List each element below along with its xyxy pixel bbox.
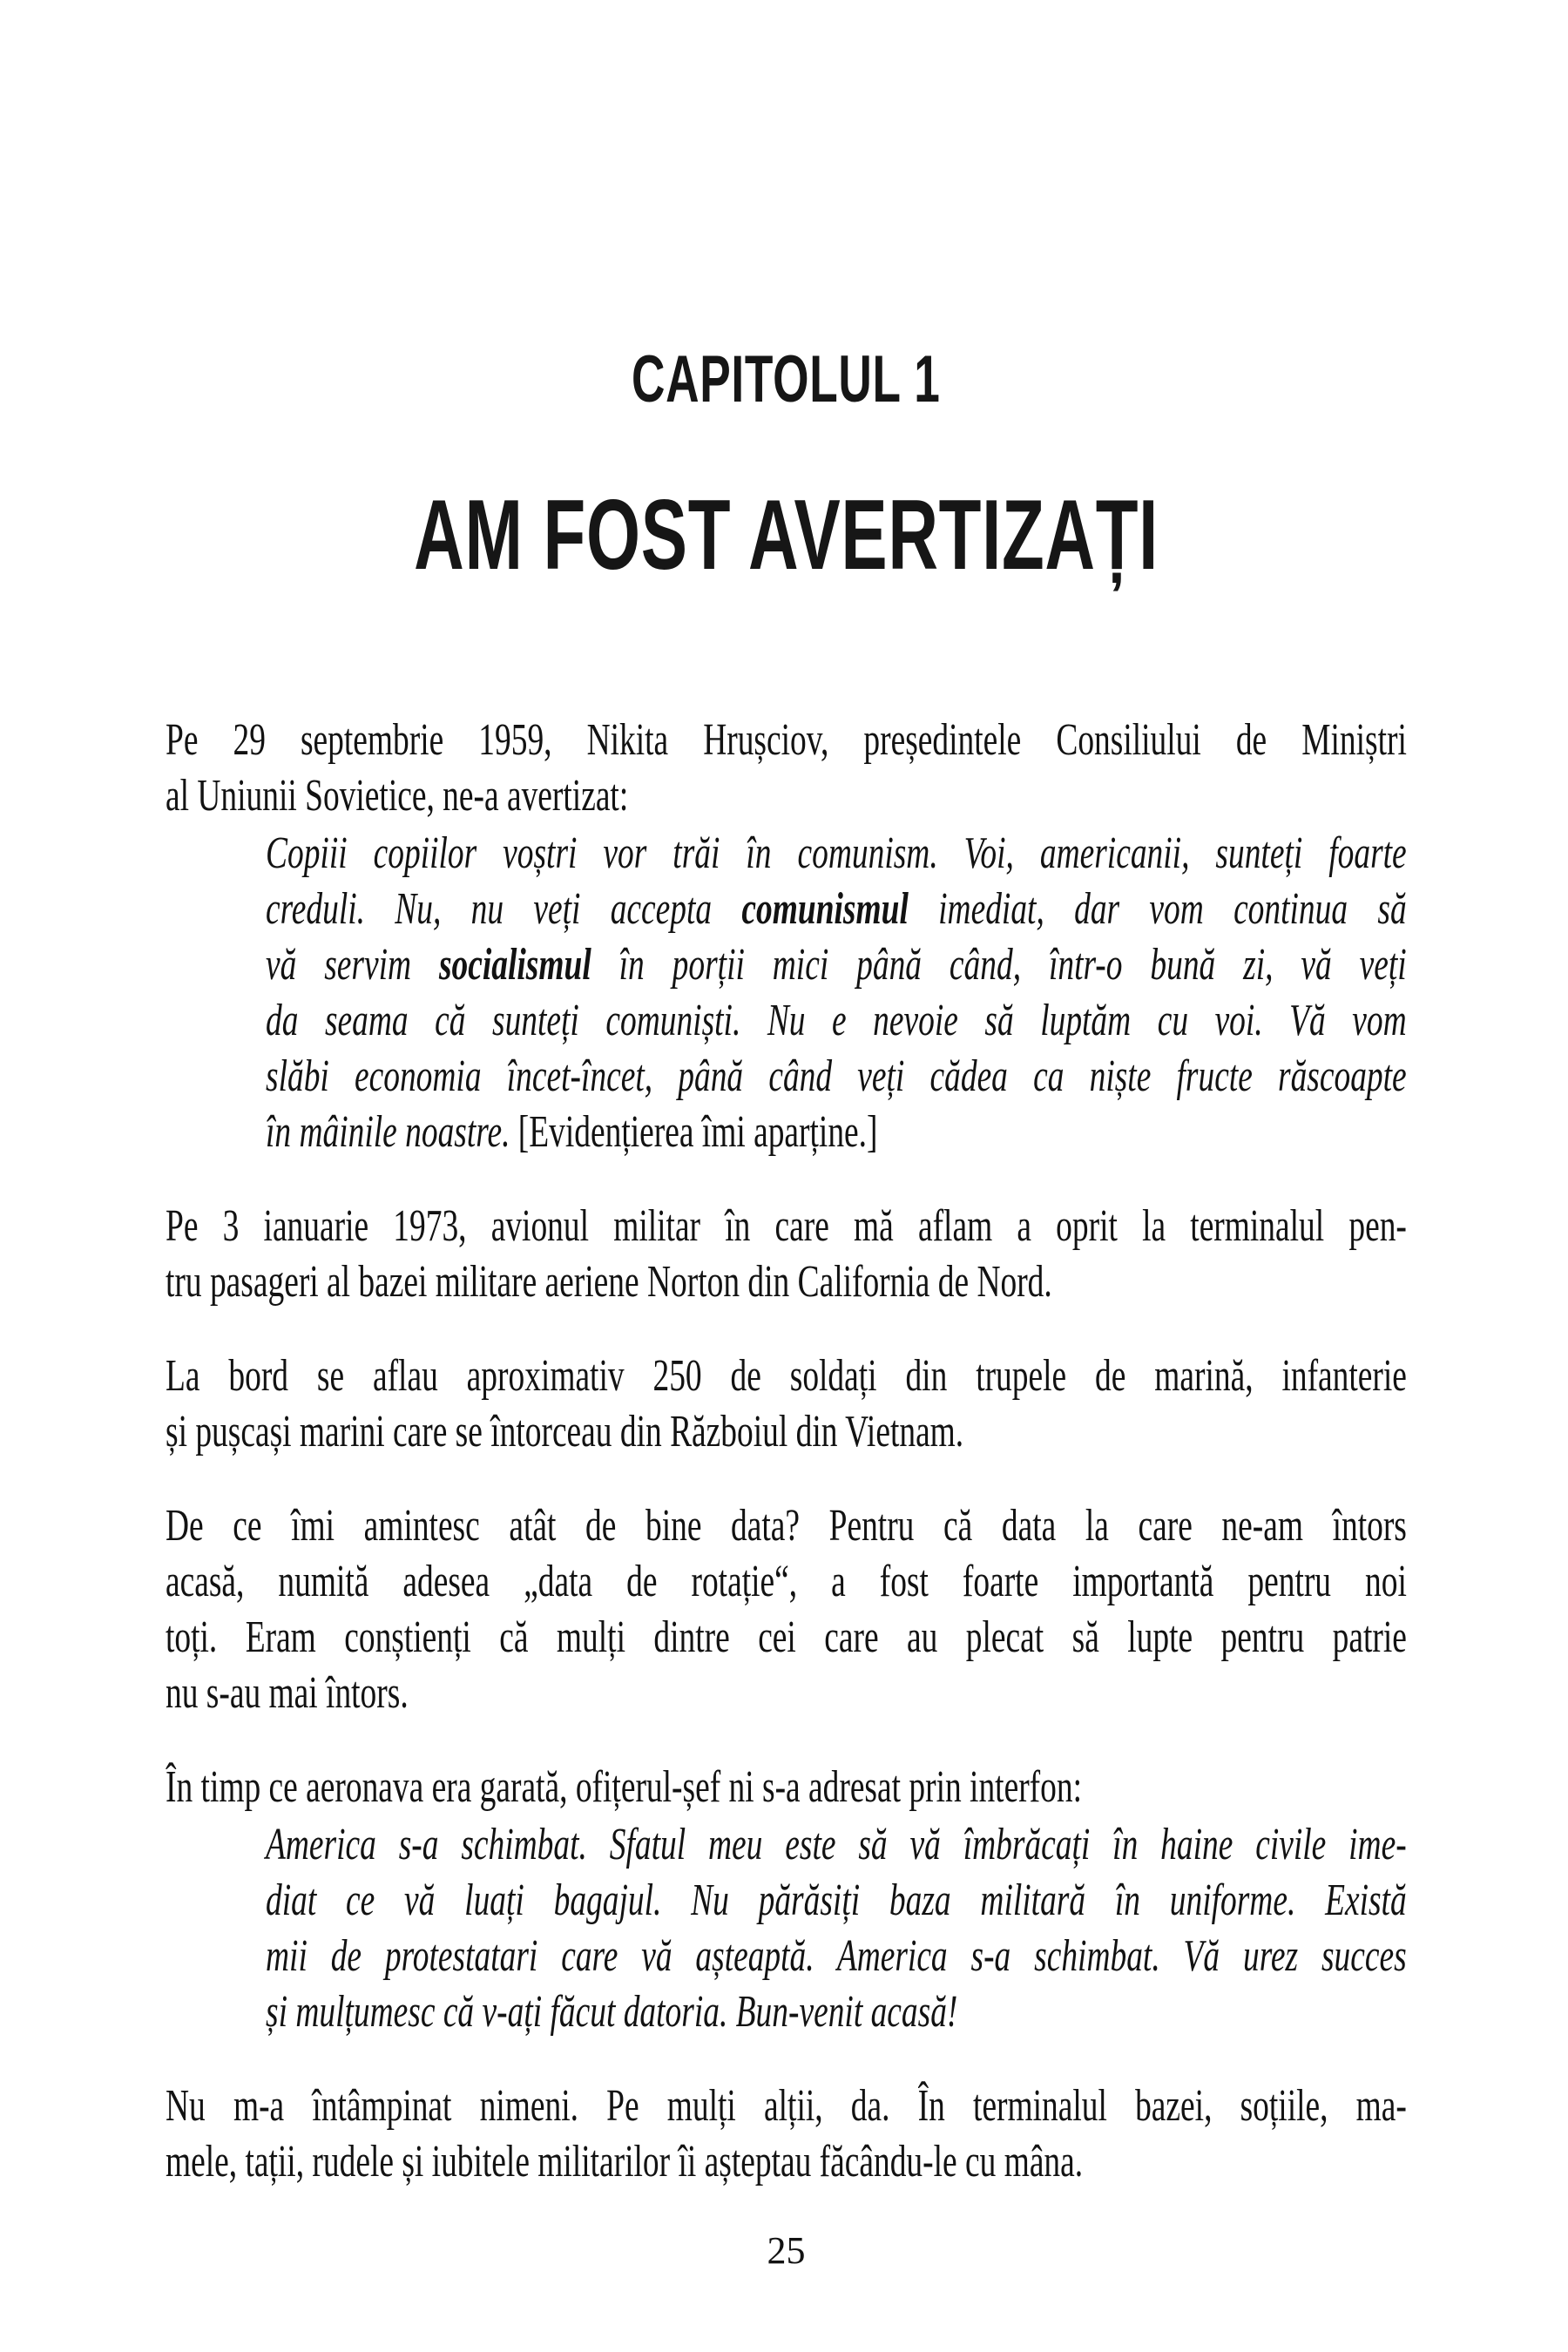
author-note: [Evidențierea îmi aparține.] — [517, 1107, 878, 1157]
quote-segment: în mâinile noastre. — [266, 1107, 518, 1157]
text-line: și pușcași marini care se întorceau din Războiul din Vietnam. — [166, 1407, 964, 1456]
text-line: acasă, numită adesea „data de rotație“, a fost foarte importantă pentru noi — [166, 1557, 1407, 1606]
paragraph-rotation-date — [166, 1498, 1407, 1721]
text-line: De ce îmi amintesc atât de bine data? Pentru că data la care ne-am întors — [166, 1501, 1407, 1551]
paragraph-arrival — [166, 1199, 1407, 1310]
emphasis-socialismul: socialismul — [438, 940, 591, 990]
text-line: da seama că sunteți comuniști. Nu e nevoie să luptăm cu voi. Vă vom — [266, 996, 1407, 1045]
chapter-number — [166, 342, 1407, 416]
chapter-number-text: CAPITOLUL 1 — [632, 342, 941, 416]
quote-segment: imediat, dar vom continua să — [908, 884, 1407, 934]
quote-segment: vă servim — [266, 940, 439, 990]
text-line: slăbi economia încet-încet, până când veți cădea ca niște fructe răscoapte — [266, 1051, 1407, 1101]
text-line: tru pasageri al bazei militare aeriene Norton din California de Nord. — [166, 1257, 1052, 1307]
text-line: toți. Eram conștienți că mulți dintre cei care au plecat să lupte pentru patrie — [166, 1612, 1407, 1662]
text-line — [266, 937, 1407, 993]
text-line: La bord se aflau aproximativ 250 de soldați din trupele de marină, infanterie — [166, 1351, 1407, 1401]
quote-officer — [166, 1817, 1407, 2040]
text-line: mele, tații, rudele și iubitele militarilor îi așteptau făcându-le cu mâna. — [166, 2137, 1084, 2186]
chapter-title — [166, 480, 1407, 591]
text-line: Pe 3 ianuarie 1973, avionul militar în care mă aflam a oprit la terminalul pen- — [166, 1201, 1407, 1251]
chapter-title-text: AM FOST AVERTIZAȚI — [414, 480, 1159, 591]
quote-segment: creduli. Nu, nu veți accepta — [266, 884, 742, 934]
paragraph-intercom-intro — [166, 1760, 1407, 1815]
quote-khrushchev — [166, 826, 1407, 1160]
text-line: Pe 29 septembrie 1959, Nikita Hrușciov, președintele Consiliului de Miniștri — [166, 715, 1407, 765]
emphasis-comunismul: comunismul — [741, 884, 909, 934]
text-line — [266, 1105, 1407, 1160]
text-line: nu s-au mai întors. — [166, 1668, 409, 1718]
paragraph-soldiers — [166, 1348, 1407, 1460]
paragraph-warning-intro — [166, 713, 1407, 824]
page-number: 25 — [767, 2229, 806, 2272]
body-text — [166, 713, 1407, 2190]
text-line: diat ce vă luați bagajul. Nu părăsiți baza militară în uniforme. Există — [266, 1876, 1407, 1925]
text-line: mii de protestatari care vă așteaptă. America s-a schimbat. Vă urez succes — [266, 1931, 1407, 1981]
quote-segment: în porții mici până când, într-o bună zi, vă veți — [591, 940, 1407, 990]
text-line: America s-a schimbat. Sfatul meu este să vă îmbrăcați în haine civile ime- — [266, 1820, 1407, 1869]
text-line: Nu m-a întâmpinat nimeni. Pe mulți alții, da. În terminalul bazei, soțiile, ma- — [166, 2081, 1407, 2131]
text-line — [266, 882, 1407, 937]
text-line: În timp ce aeronava era garată, ofițerul-șef ni s-a adresat prin interfon: — [166, 1762, 1082, 1812]
text-line: și mulțumesc că v-ați făcut datoria. Bun-venit acasă! — [266, 1987, 958, 2037]
paragraph-nobody-greeted — [166, 2078, 1407, 2190]
text-line: al Uniunii Sovietice, ne-a avertizat: — [166, 771, 629, 821]
text-line: Copiii copiilor voștri vor trăi în comunism. Voi, americanii, sunteți foarte — [266, 828, 1407, 878]
